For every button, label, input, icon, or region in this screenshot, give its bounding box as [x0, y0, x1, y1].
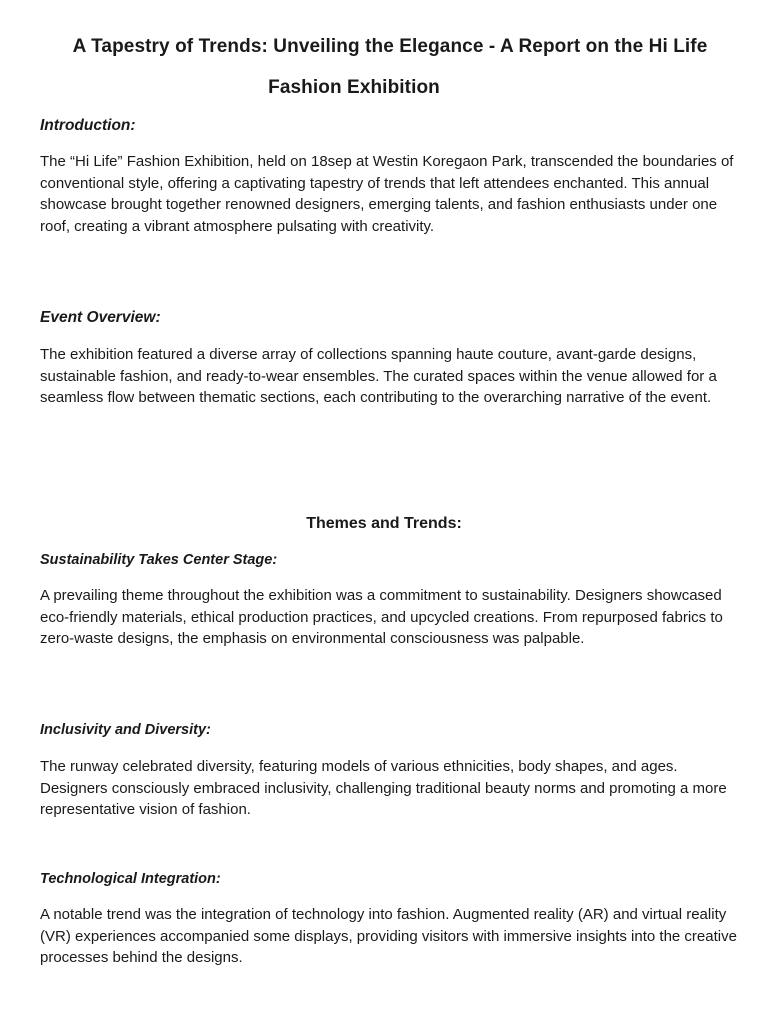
- document-title-line-2: Fashion Exhibition: [268, 77, 440, 98]
- event-overview-heading: Event Overview:: [40, 309, 161, 326]
- introduction-paragraph: The “Hi Life” Fashion Exhibition, held on 18sep at Westin Koregaon Park, transcended the boundaries of conventional style, offering a captivating tapestry of trends that left attendees enchanted. This annual showcase brought together renowned designers, emerging talents, and fashion enthusiasts under one roof, creating a vibrant atmosphere pulsating with creativity.: [40, 153, 734, 235]
- themes-and-trends-heading: Themes and Trends:: [306, 515, 462, 532]
- event-overview-paragraph: The exhibition featured a diverse array of collections spanning haute couture, avant-garde designs, sustainable fashion, and ready-to-wear ensembles. The curated spaces within the venue allowed for a seamless flow between thematic sections, each contributing to the overarching narrative of the event.: [40, 346, 717, 407]
- introduction-heading: Introduction:: [40, 117, 136, 134]
- technology-heading: Technological Integration:: [40, 871, 221, 887]
- inclusivity-paragraph: The runway celebrated diversity, featuring models of various ethnicities, body shapes, and ages. Designers consciously embraced inclusivity, challenging traditional beauty norms and promoting a more representative vision of fashion.: [40, 758, 727, 819]
- technology-paragraph: A notable trend was the integration of technology into fashion. Augmented reality (AR) and virtual reality (VR) experiences accompanied some displays, providing visitors with immersive insights into the creative processes behind the designs.: [40, 906, 737, 967]
- sustainability-paragraph: A prevailing theme throughout the exhibition was a commitment to sustainability. Designers showcased eco-friendly materials, ethical production practices, and upcycled creations. From repurposed fabrics to zero-waste designs, the emphasis on environmental consciousness was palpable.: [40, 587, 723, 648]
- document-title-line-1: A Tapestry of Trends: Unveiling the Elegance - A Report on the Hi Life: [72, 36, 708, 57]
- sustainability-heading: Sustainability Takes Center Stage:: [40, 552, 278, 568]
- inclusivity-heading: Inclusivity and Diversity:: [40, 722, 211, 738]
